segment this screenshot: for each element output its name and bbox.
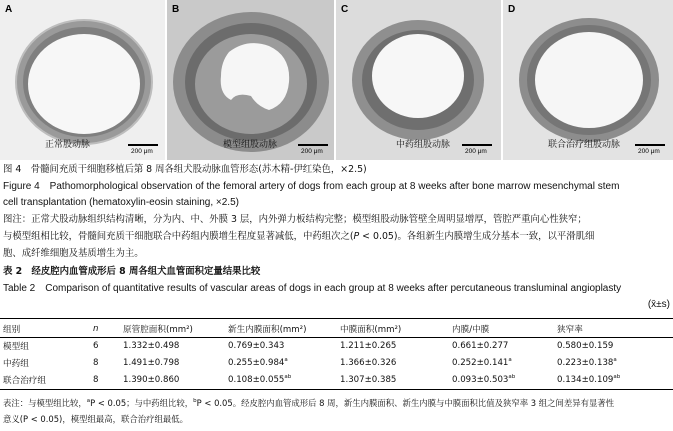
cell-stenosis <box>554 354 673 371</box>
cell-orig: 1.332±0.498 <box>123 340 180 351</box>
figure-panel-a <box>0 0 165 160</box>
value: 0.769±0.343 <box>228 340 285 351</box>
cell-ratio <box>449 371 554 388</box>
micrograph-d <box>503 0 673 160</box>
panel-label: 正常股动脉 <box>45 140 91 150</box>
figure-caption-en-line2: cell transplantation (hematoxylin-eosin staining, ×2.5) <box>3 197 239 208</box>
table-unit: (x̄±s) <box>647 299 670 310</box>
sig-mark: b <box>193 398 197 404</box>
figure-caption-en-line1: Figure 4 Pathomorphological observation of the femoral artery of dogs from each group at 8 weeks after bone marrow mesenchymal stem <box>3 181 620 192</box>
table-row <box>0 337 673 354</box>
value: 0.580±0.159 <box>557 340 614 351</box>
cell-neo <box>225 371 337 388</box>
panel-letter: D <box>508 4 516 15</box>
table-header-row <box>0 320 673 337</box>
header-cell: 内膜/中膜 <box>452 324 490 335</box>
data-table <box>0 320 673 388</box>
cell-ratio <box>449 337 554 354</box>
header-cell: 狭窄率 <box>557 324 583 335</box>
panel-letter: B <box>172 4 180 15</box>
scale-bar <box>635 144 665 146</box>
sig-mark: a <box>284 356 288 363</box>
note-text: < 0.05)。各组新生内膜增生成分基本一致，以平滑肌细 <box>359 231 595 242</box>
sig-mark: a <box>613 356 617 363</box>
table-title-cn: 表 2 经皮腔内血管成形后 8 周各组犬血管面积定量结果比较 <box>3 266 261 277</box>
header-n: n <box>93 323 99 334</box>
note-text: P < 0.05。经皮腔内血管成形后 8 周，新生内膜面积、新生内膜与中膜面积比值及狭窄率 3 组之间差异有显著性 <box>196 398 615 408</box>
table-row <box>0 354 673 371</box>
header-cell: 组别 <box>3 324 21 335</box>
micrograph-a <box>0 0 165 160</box>
cell-media: 1.366±0.326 <box>340 357 397 368</box>
cell-group: 联合治疗组 <box>3 375 46 386</box>
scale-text: 200 μm <box>301 148 323 155</box>
cell-n: 8 <box>93 357 99 368</box>
figure-caption-cn: 图 4 骨髓间充质干细胞移植后第 8 周各组犬股动脉血管形态(苏木精-伊红染色，×2.5) <box>3 164 367 175</box>
cell-n: 6 <box>93 340 99 351</box>
cell-stenosis <box>554 337 673 354</box>
figure-note-line1: 图注：正常犬股动脉组织结构清晰，分为内、中、外膜 3 层，内外弹力板结构完整；模型组股动脉管壁全周明显增厚，管腔严重向心性狭窄； <box>3 214 587 225</box>
panel-label: 模型组股动脉 <box>223 140 278 150</box>
table-note-line2: 意义(P < 0.05)，模型组最高，联合治疗组最低。 <box>3 414 188 424</box>
figure-panel-d <box>503 0 673 160</box>
figure-panel-b <box>167 0 334 160</box>
table-bottom-rule <box>0 389 673 390</box>
value: 0.108±0.055 <box>228 374 285 385</box>
cell-neo <box>225 354 337 371</box>
figure-note-line2 <box>3 228 594 245</box>
panel-label: 中药组股动脉 <box>396 140 451 150</box>
figure-panel-c <box>336 0 501 160</box>
header-cell: 新生内膜面积(mm²) <box>228 324 307 335</box>
p-symbol: P <box>353 231 360 242</box>
value: 0.093±0.503 <box>452 374 509 385</box>
table-note-line1 <box>3 396 614 411</box>
figure-note-line3: 胞、成纤维细胞及基质增生为主。 <box>3 248 144 259</box>
value: 0.134±0.109 <box>557 374 614 385</box>
table-top-rule <box>0 318 673 319</box>
cell-group: 中药组 <box>3 358 29 369</box>
scale-text: 200 μm <box>465 148 487 155</box>
value: 0.223±0.138 <box>557 357 614 368</box>
table-title-en: Table 2 Comparison of quantitative results of vascular areas of dogs in each group at 8 weeks after percutaneous transluminal angioplasty <box>3 283 622 294</box>
scale-text: 200 μm <box>638 148 660 155</box>
cell-neo <box>225 337 337 354</box>
micrograph-c <box>336 0 501 160</box>
cell-media: 1.307±0.385 <box>340 374 397 385</box>
note-text: 表注：与模型组比较， <box>3 398 87 408</box>
scale-text: 200 μm <box>131 148 153 155</box>
micrograph-b <box>167 0 334 160</box>
cell-n: 8 <box>93 374 99 385</box>
cell-group: 模型组 <box>3 341 29 352</box>
sig-mark: a <box>86 398 91 404</box>
value: 0.255±0.984 <box>228 357 285 368</box>
panel-letter: A <box>5 4 13 15</box>
value: 0.252±0.141 <box>452 357 509 368</box>
cell-stenosis <box>554 371 673 388</box>
cell-orig: 1.390±0.860 <box>123 374 180 385</box>
scale-bar <box>298 144 328 146</box>
cell-media: 1.211±0.265 <box>340 340 397 351</box>
header-cell: 原管腔面积(mm²) <box>123 324 193 335</box>
table-header-rule <box>0 337 673 338</box>
cell-ratio <box>449 354 554 371</box>
note-text: P < 0.05；与中药组比较， <box>90 398 194 408</box>
note-text: 与模型组相比较，骨髓间充质干细胞联合中药组内膜增生程度显著减低，中药组次之( <box>3 231 354 242</box>
scale-bar <box>462 144 492 146</box>
sig-mark: ab <box>613 373 621 380</box>
sig-mark: ab <box>508 373 516 380</box>
value: 0.661±0.277 <box>452 340 509 351</box>
sig-mark: a <box>508 356 512 363</box>
header-cell: 中膜面积(mm²) <box>340 324 402 335</box>
header-cell <box>90 320 120 337</box>
panel-letter: C <box>341 4 349 15</box>
sig-mark: ab <box>284 373 292 380</box>
scale-bar <box>128 144 158 146</box>
cell-orig: 1.491±0.798 <box>123 357 180 368</box>
table-row <box>0 371 673 388</box>
panel-label: 联合治疗组股动脉 <box>548 140 621 150</box>
